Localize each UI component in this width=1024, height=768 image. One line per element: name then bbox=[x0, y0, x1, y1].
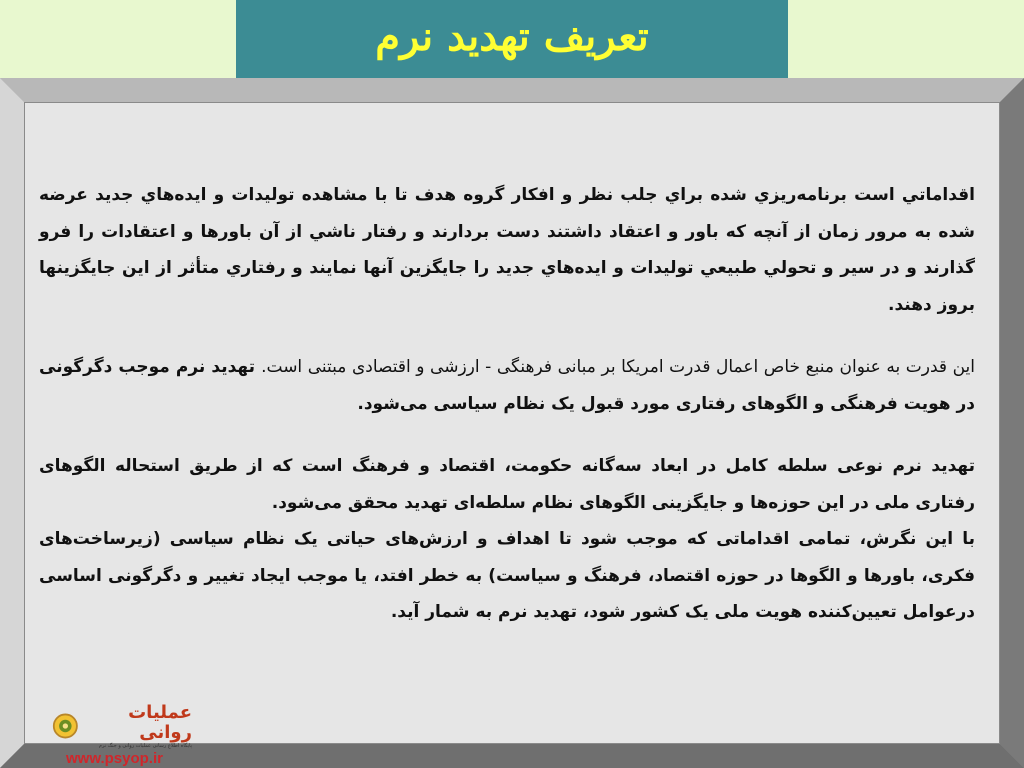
logo-subtitle: پایگاه اطلاع رسانی عملیات روانی و جنگ نرم bbox=[98, 742, 192, 749]
content-body bbox=[39, 177, 975, 631]
paragraph-3: تهدید نرم نوعی سلطه کامل در ابعاد سه‌گانه حکومت، اقتصاد و فرهنگ است که از طریق استحاله الگوهای رفتاری ملی در این حوزه‌ها و جایگزینی الگوهای نظام سلطه‌ای تهدید محقق می‌شود. bbox=[39, 456, 975, 513]
logo-text bbox=[83, 703, 192, 750]
content-panel bbox=[24, 102, 1000, 744]
paragraph-2-lead: این قدرت به عنوان منبع خاص اعمال قدرت امریکا بر مبانی فرهنگی - ارزشی و اقتصادی مبتنی است. bbox=[261, 357, 976, 377]
content-frame bbox=[0, 78, 1024, 768]
frame-bevel-top bbox=[0, 78, 1024, 102]
slide-title: تعریف تهدید نرم bbox=[375, 12, 649, 60]
paragraph-2 bbox=[39, 349, 975, 422]
frame-bevel-right bbox=[1000, 78, 1024, 768]
logo-title: عملیات روانی bbox=[128, 701, 192, 743]
footer-url-link[interactable]: www.psyop.ir bbox=[66, 750, 163, 767]
paragraph-4: با این نگرش، تمامی اقداماتی که موجب شود تا اهداف و ارزش‌های حیاتی یک نظام سیاسی (زیرساخت‌های فکری، باورها و الگوها در حوزه اقتصاد، فرهنگ و سیاست) به خطر افتد، یا موجب ایجاد تغییر و دگرگونی اساسی درعوامل تعیین‌کننده هویت ملی یک کشور شود، تهدید نرم به شمار آید. bbox=[39, 529, 975, 622]
title-banner bbox=[236, 0, 788, 78]
site-logo[interactable] bbox=[52, 701, 192, 749]
frame-bevel-left bbox=[0, 78, 24, 768]
logo-emblem-icon bbox=[52, 711, 79, 741]
paragraph-1: اقداماتي است برنامه‌ريزي شده براي جلب نظر و افكار گروه هدف تا با مشاهده توليدات و ايده‌هاي جديد عرضه شده به مرور زمان از آنچه كه باور و اعتقاد داشتند دست بردارند و رفتار ناشي از آن باورها و اعتقادات را فرو گذارند و در سير و تحولي طبيعي توليدات و ايده‌هاي جديد را جايگزين آنها نمايند و رفتاري متأثر از اين جايگزينها بروز دهند. bbox=[39, 185, 975, 315]
paragraph-2-tail: تهدید نرم موجب دگرگونی در هویت فرهنگی و الگوهای رفتاری مورد قبول یک نظام سیاسی می‌شود. bbox=[39, 357, 975, 414]
